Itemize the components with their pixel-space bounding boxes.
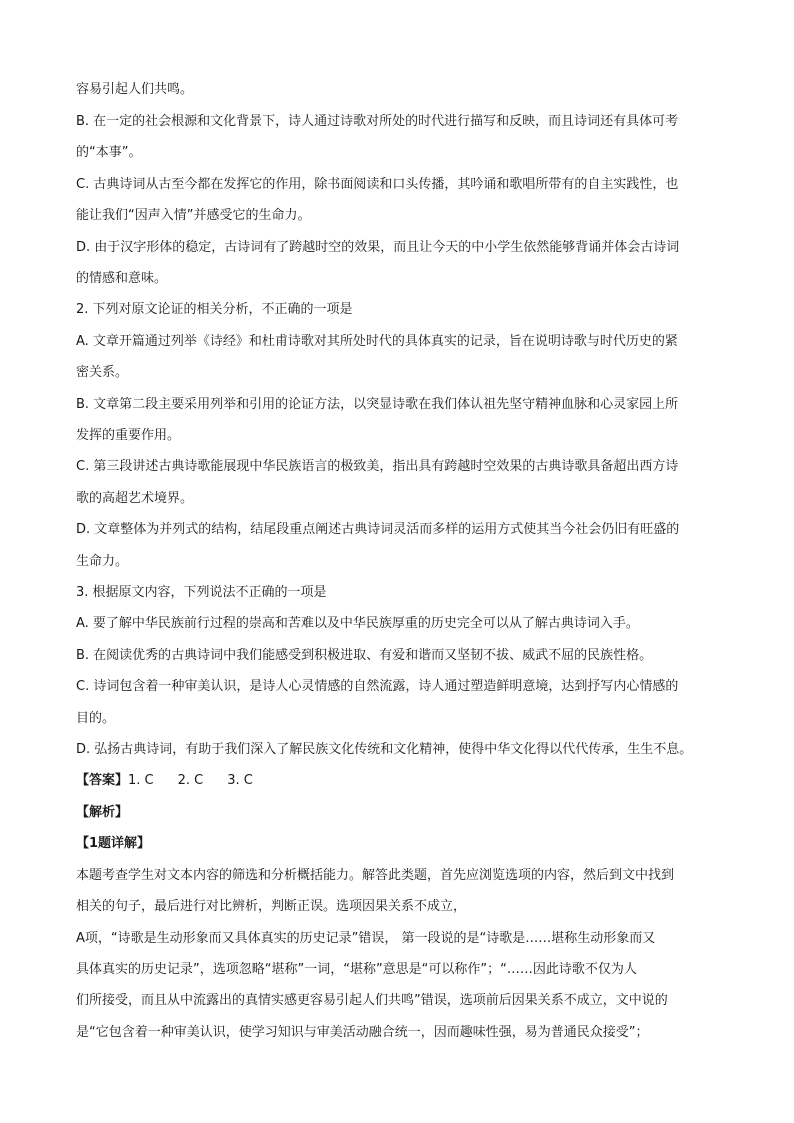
option-d-line: D. 弘扬古典诗词，有助于我们深入了解民族文化传统和文化精神，使得中华文化得以代代传承，生生不息。 — [76, 742, 693, 757]
detail-text-line: 是“它包含着一种审美认识，使学习知识与审美活动融合统一，因而趣味性强，易为普通民众接受”； — [76, 1025, 649, 1040]
answer-item: 1. C — [128, 773, 154, 788]
text-line: 发挥的重要作用。 — [76, 428, 181, 443]
option-c-line: C. 诗词包含着一种审美认识，是诗人心灵情感的自然流露，诗人通过塑造鲜明意境，达到抒写内心情感的 — [76, 679, 679, 694]
answer-item: 3. C — [227, 773, 253, 788]
question-2: 2. 下列对原文论证的相关分析，不正确的一项是 — [76, 302, 353, 317]
detail-text-line: 相关的句子，最后进行对比辨析，判断正误。选项因果关系不成立， — [76, 899, 467, 914]
text-line: 密关系。 — [76, 365, 129, 380]
detail-text-line: A项，“诗歌是生动形象而又具体真实的历史记录”错误， 第一段说的是“诗歌是……堪称生动形象而又 — [76, 931, 656, 946]
answer-tag: 【答案】 — [76, 773, 129, 788]
option-a-line: A. 要了解中华民族前行过程的崇高和苦难以及中华民族厚重的历史完全可以从了解古典诗词入手。 — [76, 616, 639, 631]
detail-text-line: 本题考查学生对文本内容的筛选和分析概括能力。解答此类题，首先应浏览选项的内容，然后到文中找到 — [76, 868, 675, 883]
option-b-line: B. 在一定的社会根源和文化背景下，诗人通过诗歌对所处的时代进行描写和反映，而且诗词还有具体可考 — [76, 114, 679, 129]
answer-item: 2. C — [177, 773, 204, 788]
analysis-heading: 【解析】 — [76, 805, 129, 820]
question-3: 3. 根据原文内容，下列说法不正确的一项是 — [76, 585, 327, 600]
answer-line — [76, 772, 253, 790]
option-d-line: D. 由于汉字形体的稳定，古诗词有了跨越时空的效果，而且让今天的中小学生依然能够背诵并体会古诗词 — [76, 240, 680, 255]
detail-heading: 【1题详解】 — [76, 836, 151, 851]
option-a-line: A. 文章开篇通过列举《诗经》和杜甫诗歌对其所处时代的具体真实的记录，旨在说明诗歌与时代历史的紧 — [76, 334, 678, 349]
option-b-line: B. 文章第二段主要采用列举和引用的论证方法，以突显诗歌在我们体认祖先坚守精神血脉和心灵家园上所 — [76, 397, 679, 412]
text-line: 容易引起人们共鸣。 — [76, 82, 194, 97]
text-line: 的情感和意味。 — [76, 271, 168, 286]
detail-text-line: 具体真实的历史记录”，选项忽略“堪称”一词，“堪称”意思是“可以称作”；“……因此诗歌不仅为人 — [76, 962, 637, 977]
option-d-line: D. 文章整体为并列式的结构，结尾段重点阐述古典诗词灵活而多样的运用方式使其当今社会仍旧有旺盛的 — [76, 522, 680, 537]
text-line: 歌的高超艺术境界。 — [76, 491, 194, 506]
text-line: 能让我们“因声入情”并感受它的生命力。 — [76, 208, 311, 223]
option-c-line: C. 古典诗词从古至今都在发挥它的作用，除书面阅读和口头传播，其吟诵和歌唱所带有的自主实践性，也 — [76, 177, 679, 192]
text-line: 目的。 — [76, 711, 116, 726]
option-c-line: C. 第三段讲述古典诗歌能展现中华民族语言的极致美，指出具有跨越时空效果的古典诗歌具备超出西方诗 — [76, 459, 679, 474]
option-b-line: B. 在阅读优秀的古典诗词中我们能感受到积极进取、有爱和谐而又坚韧不拔、威武不屈的民族性格。 — [76, 648, 653, 663]
detail-text-line: 们所接受，而且从中流露出的真情实感更容易引起人们共鸣”错误，选项前后因果关系不成立，文中说的 — [76, 993, 668, 1008]
text-line: 的“本事”。 — [76, 145, 142, 160]
text-line: 生命力。 — [76, 554, 129, 569]
